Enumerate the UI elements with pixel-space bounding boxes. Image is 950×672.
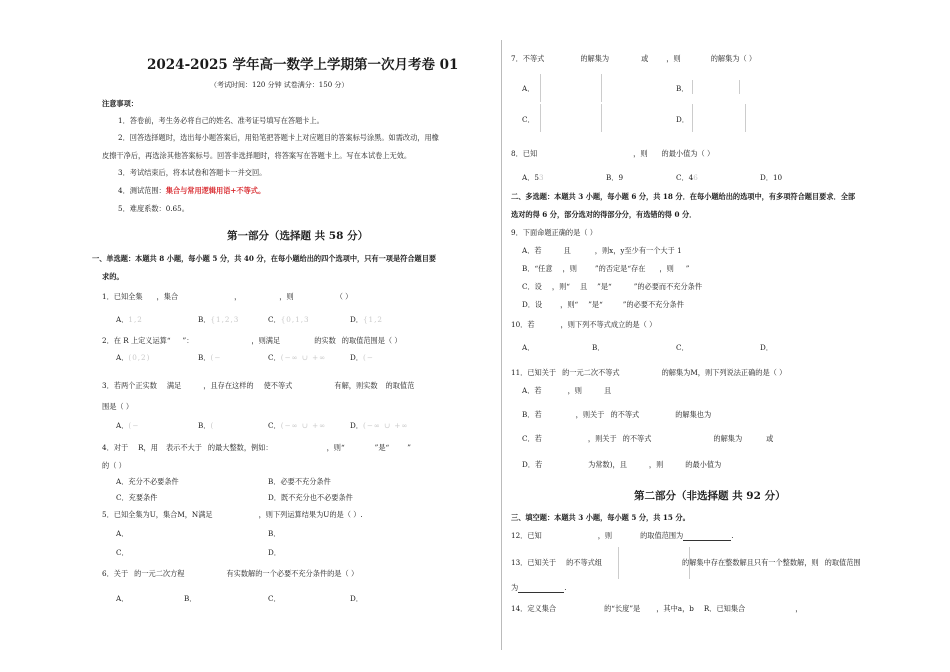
question-12: 12．已知 ，则 的取值范围为 .	[511, 531, 734, 540]
question-6: 6．关于 的一元二次方程 有实数解的一个必要不充分条件的是（ ）	[102, 569, 359, 578]
question-13-cont: 为 .	[511, 583, 567, 592]
q8-option-c: C．46	[676, 173, 699, 182]
notes-heading: 注意事项：	[102, 99, 138, 108]
question-2: 2．在 R 上定义运算“ ”： ，则满足 的实数 的取值范围是（ ）	[102, 336, 402, 345]
q4-option-a: A．充分不必要条件	[116, 477, 179, 486]
q4-option-c: C．充要条件	[116, 493, 158, 502]
note-4: 4．测试范围：集合与常用逻辑用语+不等式。	[118, 186, 266, 195]
q9-option-d: D．设 ，则“ ”是“ ”的必要不充分条件	[522, 300, 684, 309]
q5-option-d: D．	[268, 548, 281, 557]
q7-option-b: B．	[676, 84, 689, 93]
q5-option-a: A．	[116, 529, 129, 538]
q6-option-c: C．	[268, 594, 281, 603]
note-2b: 皮擦干净后，再选涂其他答案标号。回答非选择题时，将答案写在答题卡上。写在本试卷上无效。	[102, 151, 412, 160]
q6-option-d: D．	[350, 594, 363, 603]
q11-option-c: C．若 ，则关于 的不等式 的解集为 或	[522, 434, 774, 443]
q7-option-d-set	[692, 104, 746, 132]
question-7: 7．不等式 的解集为 或 ，则 的解集为（ ）	[511, 54, 757, 63]
q3-option-d: D．(−∞ ∪ +∞	[350, 421, 409, 430]
q10-option-d: D．	[760, 343, 773, 352]
section2-intro-b: 选对的得 6 分，部分选对的得部分分，有选错的得 0 分．	[511, 210, 697, 219]
column-divider	[501, 40, 502, 650]
q11-option-d: D．若 为常数)，且 ，则 的最小值为	[522, 460, 722, 469]
note-2a: 2．回答选择题时，选出每小题答案后，用铅笔把答题卡上对应题目的答案标号涂黑。如需改动，用橡	[118, 133, 439, 142]
q4-option-b: B．必要不充分条件	[268, 477, 331, 486]
question-9: 9．下面命题正确的是（ ）	[511, 228, 597, 237]
q8-option-b: B．9	[606, 173, 624, 182]
q7-option-c-set	[540, 104, 602, 132]
question-3-cont: 围是（ ）	[102, 402, 134, 411]
q9-option-b: B．“任意 ，则 ”的否定是“存在 ，则 ”	[522, 264, 690, 273]
note-1: 1．答卷前，考生务必将自己的姓名、准考证号填写在答题卡上。	[118, 116, 324, 125]
q1-option-b: B．{1,2,3	[198, 315, 240, 324]
q2-option-d: D．(−	[350, 353, 374, 362]
q3-option-a: A．(−	[116, 421, 140, 430]
question-13: 13．已知关于 的不等式组 的解集中存在整数解且只有一个整数解，则 的取值范围	[511, 558, 861, 567]
section1-intro-a: 一、单选题：本题共 8 小题，每小题 5 分，共 40 分，在每小题给出的四个选项中，只有一项是符合题目要	[92, 254, 437, 263]
question-3: 3．若两个正实数 满足 ，且存在这样的 使不等式 有解，则实数 的取值范	[102, 381, 415, 390]
section2-intro-a: 二、多选题：本题共 3 小题，每小题 6 分，共 18 分．在每小题给出的选项中，有多项符合题目要求．全部	[511, 192, 856, 201]
q13-system	[618, 547, 690, 579]
q10-option-a: A．	[522, 343, 535, 352]
q7-option-a: A．	[522, 84, 535, 93]
q9-option-a: A．若 且 ，则x，y至少有一个大于 1	[522, 246, 682, 255]
q1-option-a: A．1,2	[116, 315, 143, 324]
part1-title: 第一部分（选择题 共 58 分）	[227, 230, 369, 242]
q10-option-c: C．	[676, 343, 689, 352]
q2-option-a: A．(0,2)	[116, 353, 151, 362]
question-10: 10．若 ，则下列不等式成立的是（ ）	[511, 320, 657, 329]
exam-title: 2024-2025 学年高一数学上学期第一次月考卷 01	[147, 57, 459, 73]
question-5: 5．已知全集为U，集合M，N满足 ，则下列运算结果为U的是（ ）.	[102, 510, 363, 519]
q7-option-b-set	[692, 80, 740, 94]
q3-option-b: B．(	[198, 421, 215, 430]
section1-intro-b: 求的。	[102, 272, 124, 281]
part2-title: 第二部分（非选择题 共 92 分）	[634, 490, 786, 502]
q8-option-a: A．53	[522, 173, 545, 182]
q2-option-b: B．(−	[198, 353, 222, 362]
q2-option-c: C．(−∞ ∪ +∞	[268, 353, 327, 362]
q7-option-c: C．	[522, 115, 535, 124]
question-14: 14．定义集合 的“长度”是 ，其中a，b R．已知集合 ，	[511, 604, 803, 613]
q6-option-a: A．	[116, 594, 129, 603]
question-8: 8．已知 ，则 的最小值为（ ）	[511, 149, 715, 158]
q1-option-d: D．{1,2	[350, 315, 383, 324]
note-5: 5．难度系数：0.65。	[118, 204, 189, 213]
test-range: 集合与常用逻辑用语+不等式。	[165, 186, 266, 195]
q10-option-b: B．	[592, 343, 605, 352]
question-11: 11．已知关于 的一元二次不等式 的解集为M，则下列说法正确的是（ ）	[511, 368, 787, 377]
q11-option-b: B．若 ，则关于 的不等式 的解集也为	[522, 410, 712, 419]
q9-option-c: C．设 ，则“ 且 ”是“ ”的必要而不充分条件	[522, 282, 703, 291]
question-4: 4．对于 R，用 表示不大于 的最大整数，例如： ，则“ ”是“ ”	[102, 443, 411, 452]
note-3: 3．考试结束后，将本试卷和答题卡一并交回。	[118, 168, 267, 177]
q7-option-d: D．	[676, 115, 689, 124]
q4-option-d: D．既不充分也不必要条件	[268, 493, 353, 502]
q11-option-a: A．若 ，则 且	[522, 386, 612, 395]
q12-answer-blank[interactable]	[683, 532, 731, 541]
q5-option-b: B．	[268, 529, 281, 538]
question-1: 1．已知全集 ，集合 ， ，则 （ ）	[102, 292, 353, 301]
q13-answer-blank[interactable]	[518, 584, 564, 593]
q6-option-b: B．	[184, 594, 197, 603]
section3-intro: 三、填空题：本题共 3 小题，每小题 5 分，共 15 分。	[511, 513, 690, 522]
q5-option-c: C．	[116, 548, 129, 557]
q3-option-c: C．(−∞ ∪ +∞	[268, 421, 327, 430]
exam-info: （考试时间：120 分钟 试卷满分：150 分）	[210, 81, 349, 89]
q1-option-c: C．{0,1,3	[268, 315, 310, 324]
q7-option-a-set	[540, 74, 602, 102]
q8-option-d: D．10	[760, 173, 783, 182]
question-4-cont: 的（ ）	[102, 461, 126, 470]
